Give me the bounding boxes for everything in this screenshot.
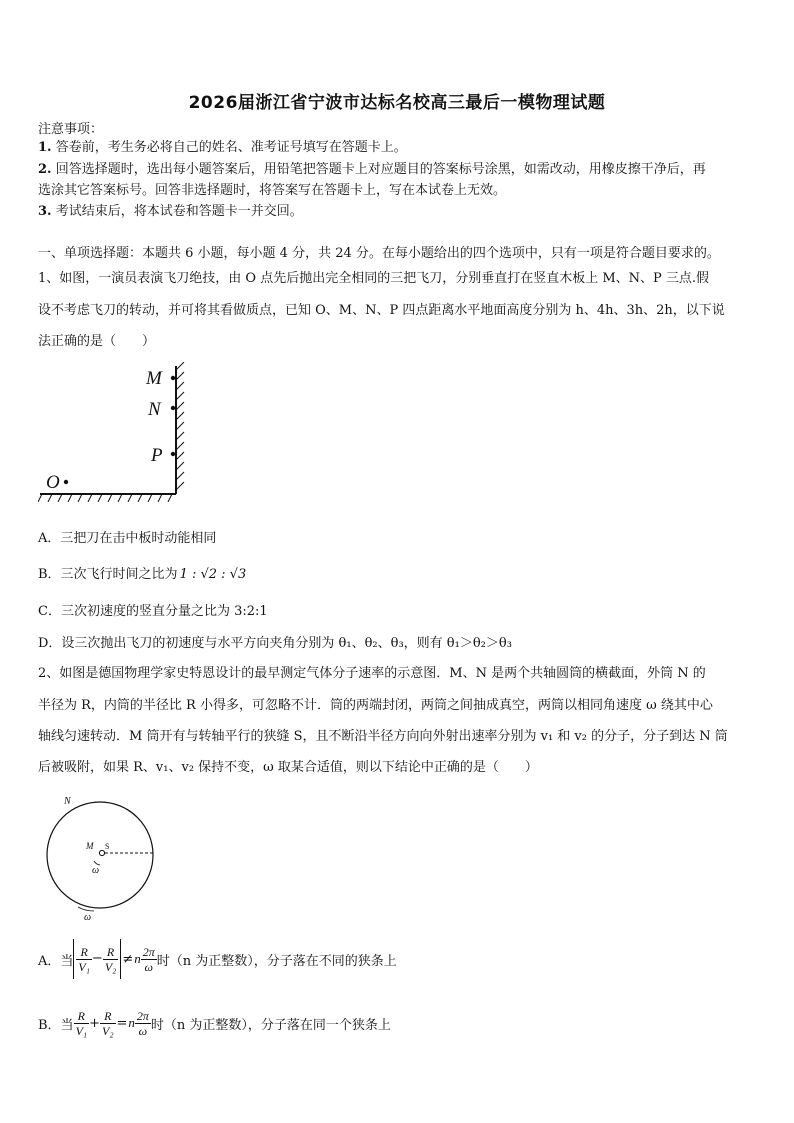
notice-item: 3. 考试结束后，将本试卷和答题卡一并交回。 [38,204,303,219]
q2-option-b: B．当 $\frac{R}{\text{V₁}}$ + $\frac{R}{\text{V₂}}$ = n $\frac{2\pi}{\omega}$ 时（n 为正整数），分子落在同一个狭条上 [38,1008,391,1038]
notice-item: 选涂其它答案标号。回答非选择题时，将答案写在答题卡上，写在本试卷上无效。 [38,183,507,198]
label-o: O [46,472,60,493]
q2-text: 2、如图是德国物理学家史特恩设计的最早测定气体分子速率的示意图．M、N 是两个共轴圆筒的横截面，外筒 N 的 [38,666,706,681]
omega-inner: ω [92,865,100,876]
q1-option-b: B．三次飞行时间之比为 1 : √2 : √3 [38,567,247,582]
q2-figure [40,793,170,923]
q1-option-d: D．设三次抛出飞刀的初速度与水平方向夹角分别为 θ₁、θ₂、θ₃，则有 θ₁＞θ₂＞θ₃ [38,636,512,651]
label-m: M [86,841,94,851]
point-o [64,480,68,484]
notice-item: 1. 答卷前，考生务必将自己的姓名、准考证号填写在答题卡上。 [38,140,407,155]
omega-outer: ω [84,912,92,923]
q1-text: 法正确的是（ ） [38,334,156,349]
q2-text: 后被吸附，如果 R、v₁、v₂ 保持不变，ω 取某合适值，则以下结论中正确的是（ ） [38,760,538,775]
inner-cylinder-m [99,850,104,855]
section-heading: 一、单项选择题：本题共 6 小题，每小题 4 分，共 24 分。在每小题给出的四个选项中，只有一项是符合题目要求的。 [38,246,720,261]
q2-text: 轴线匀速转动．M 筒开有与转轴平行的狭缝 S，且不断沿半径方向向外射出速率分别为 v₁ 和 v₂ 的分子，分子到达 N 筒 [38,729,728,744]
notice-heading: 注意事项： [38,122,104,137]
q1-figure [38,362,198,502]
q1-text: 1、如图，一演员表演飞刀绝技，由 O 点先后抛出完全相同的三把飞刀，分别垂直打在竖直木板上 M、N、P 三点.假 [38,271,710,286]
q2-option-a: A．当 $\frac{R}{\text{V₁}}$ − $\frac{R}{\text{V₂}}$ ≠ n $\frac{2\pi}{\omega}$ 时（n 为正整数），分子落在不同的狭条上 [38,936,397,982]
point-m [171,376,175,380]
notice-item: 2. 回答选择题时，选出每小题答案后，用铅笔把答题卡上对应题目的答案标号涂黑，如需改动，用橡皮擦干净后，再 [38,162,706,177]
label-n: N [64,796,71,807]
q1-option-b-math: 1 : √2 : √3 [179,567,247,582]
label-n: N [148,399,161,420]
point-n [171,406,175,410]
abs-value-expression: $\frac{R}{\text{V₁}}$ − $\frac{R}{\text{V₂}}$ [73,939,121,979]
q1-option-a: A．三把刀在击中板时动能相同 [38,531,217,546]
label-m: M [146,368,162,389]
page-title: 2026届浙江省宁波市达标名校高三最后一模物理试题 [188,93,606,113]
q1-text: 设不考虑飞刀的转动，并可将其看做质点，已知 O、M、N、P 四点距离水平地面高度分别为 h、4h、3h、2h，以下说 [38,303,725,318]
label-p: P [151,445,163,466]
q2-text: 半径为 R，内筒的半径比 R 小得多，可忽略不计．筒的两端封闭，两筒之间抽成真空，两筒以相同角速度 ω 绕其中心 [38,698,713,713]
point-p [171,452,175,456]
label-s: S [105,842,110,851]
q1-option-c: C．三次初速度的竖直分量之比为 3:2:1 [38,604,268,619]
